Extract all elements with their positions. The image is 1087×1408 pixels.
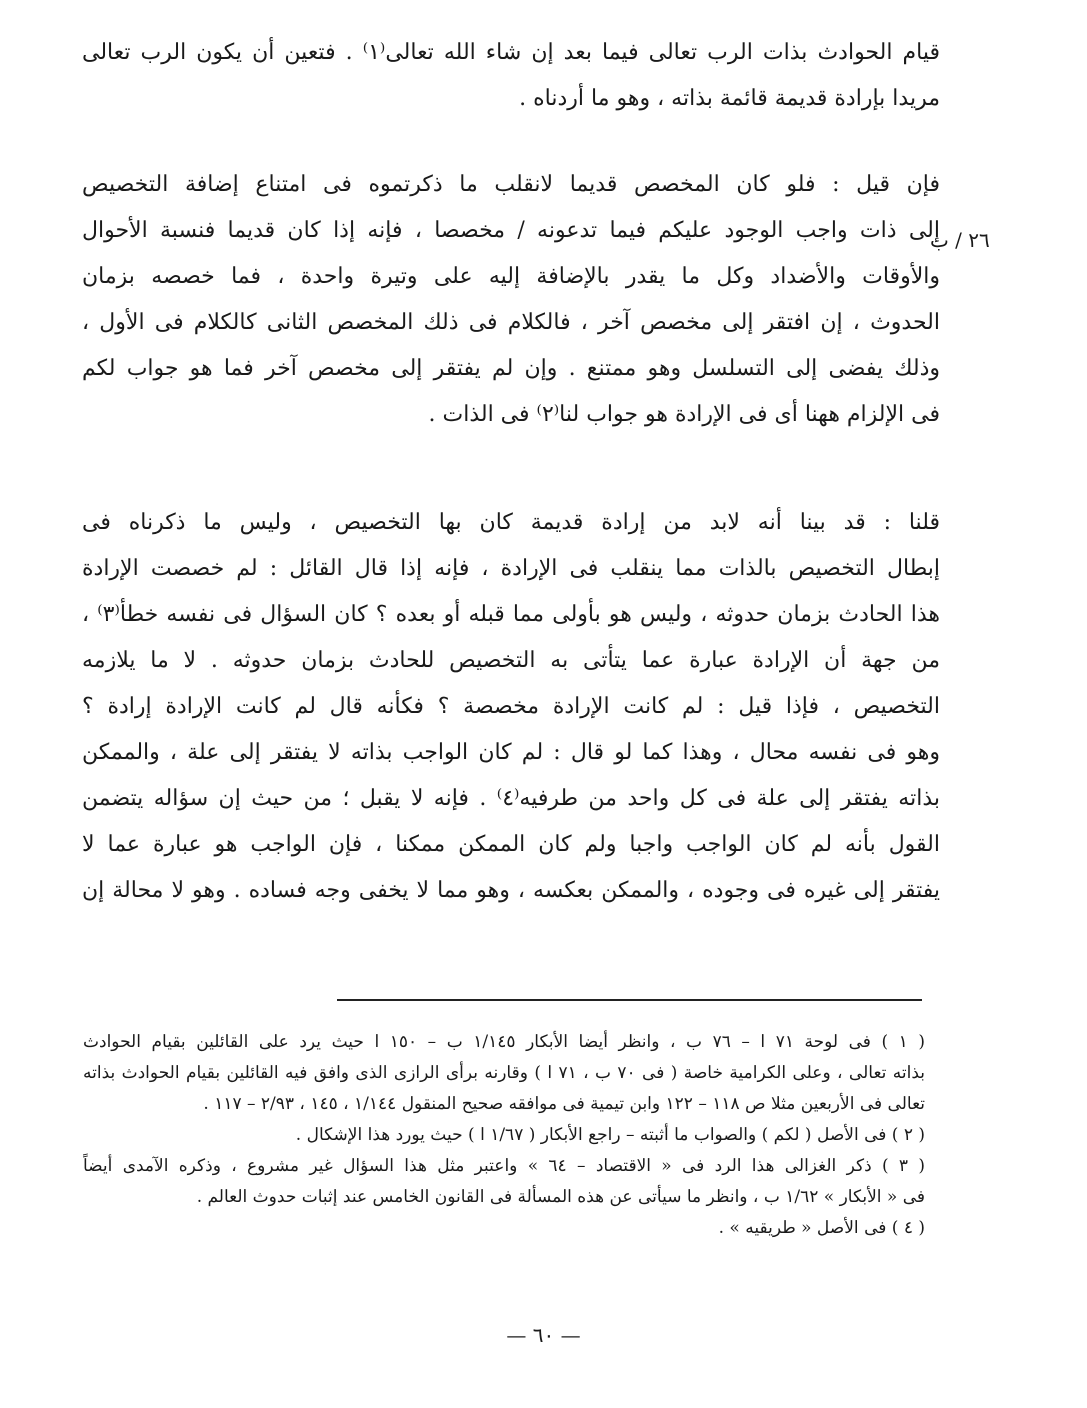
text-line: وذلك يفضى إلى التسلسل وهو ممتنع . وإن لم يفتقر إلى مخصص آخر فما هو جواب لكم xyxy=(82,356,940,381)
footnote-line: بذاته تعالى ، وعلى الكرامية خاصة ( فى ٧٠ ب ، ٧١ ا ) وقارنه برأى الرازى الذى وافق فيه القائلين بقيام الحوادث بذاته xyxy=(83,1063,925,1083)
paragraph-1 xyxy=(82,30,940,122)
text-line: فإن قيل : فلو كان المخصص قديما لانقلب ما ذكرتموه فى امتناع إضافة التخصيص xyxy=(82,172,940,197)
text-line: قيام الحوادث بذات الرب تعالى فيما بعد إن شاء الله تعالى⁽١⁾ . فتعين أن يكون الرب تعالى xyxy=(82,40,940,65)
footnotes xyxy=(83,1027,925,1244)
text-line: والأوقات والأضداد وكل ما يقدر بالإضافة إليه على وتيرة واحدة ، فما خصصه بزمان xyxy=(82,264,940,289)
paragraph-3 xyxy=(82,500,940,914)
text-line: إلى ذات واجب الوجود عليكم فيما تدعونه / مخصصا ، فإنه إذا كان قديما فنسبة الأحوال xyxy=(82,218,940,243)
footnote-line: تعالى فى الأربعين مثلا ص ١١٨ – ١٢٢ وابن تيمية فى موافقه صحيح المنقول ١/١٤٤ ، ١٤٥ ، ٢/٩٣ – ١١٧ . xyxy=(203,1094,925,1114)
text-line: وهو فى نفسه محال ، وهذا كما لو قال : لم كان الواجب بذاته لا يفتقر إلى علة ، والممكن xyxy=(82,740,940,765)
footnote-line: ( ١ ) فى لوحة ٧١ ا – ٧٦ ب ، وانظر أيضا الأبكار ١/١٤٥ ب – ١٥٠ ا حيث يرد على القائلين بقيام الحوادث xyxy=(83,1032,925,1052)
text-line: هذا الحادث بزمان حدوثه ، وليس هو بأولى مما قبله أو بعده ؟ كان السؤال فى نفسه خطأ⁽٣⁾ ، xyxy=(82,602,940,627)
text-line: من جهة أن الإرادة عبارة عما يتأتى به التخصيص للحادث بزمان حدوثه . لا ما يلازمه xyxy=(82,648,940,673)
page-number: — ٦٠ — xyxy=(506,1323,581,1347)
paragraph-2 xyxy=(82,162,940,438)
text-line: قلنا : قد بينا أنه لابد من إرادة قديمة كان بها التخصيص ، وليس ما ذكرناه فى xyxy=(82,510,940,535)
text-line: إبطال التخصيص بالذات مما ينقلب فى الإرادة ، فإنه إذا قال القائل : لم خصصت الإرادة xyxy=(82,556,940,581)
footnote-line: ( ٤ ) فى الأصل « طريقيه » . xyxy=(718,1218,925,1238)
text-line: فى الإلزام ههنا أى فى الإرادة هو جواب لنا⁽٢⁾ فى الذات . xyxy=(428,402,940,427)
footnote-divider xyxy=(337,999,922,1001)
text-line: الحدوث ، إن افتقر إلى مخصص آخر ، فالكلام فى ذلك المخصص الثانى كالكلام فى الأول ، xyxy=(82,310,940,335)
text-line: بذاته يفتقر إلى علة فى كل واحد من طرفيه⁽٤⁾ . فإنه لا يقبل ؛ من حيث إن سؤاله يتضمن xyxy=(82,786,940,811)
text-line: القول بأنه لم كان الواجب واجبا ولم كان الممكن ممكنا ، فإن الواجب هو عبارة عما لا xyxy=(82,832,940,857)
footnote-line: ( ٣ ) ذكر الغزالى هذا الرد فى « الاقتصاد – ٦٤ » واعتبر مثل هذا السؤال غير مشروع ، وذكره الآمدى أيضاً xyxy=(83,1156,925,1176)
footnote-line: ( ٢ ) فى الأصل ( لكم ) والصواب ما أثبته – راجع الأبكار ( ١/٦٧ ا ) حيث يورد هذا الإشكال . xyxy=(295,1125,925,1145)
text-line: التخصيص ، فإذا قيل : لم كانت الإرادة مخصصة ؟ فكأنه قال لم كانت الإرادة إرادة ؟ xyxy=(82,694,940,719)
text-line: مريدا بإرادة قديمة قائمة بذاته ، وهو ما أردناه . xyxy=(519,86,940,111)
text-line: يفتقر إلى غيره فى وجوده ، والممكن بعكسه ، وهو مما لا يخفى وجه فساده . وهو لا محالة إن xyxy=(82,878,940,903)
footnote-line: فى « الأبكار » ١/٦٢ ب ، وانظر ما سيأتى عن هذه المسألة فى القانون الخامس عند إثبات حدوث العالم . xyxy=(196,1187,925,1207)
margin-folio-note: ٢٦ / ب xyxy=(930,228,990,252)
